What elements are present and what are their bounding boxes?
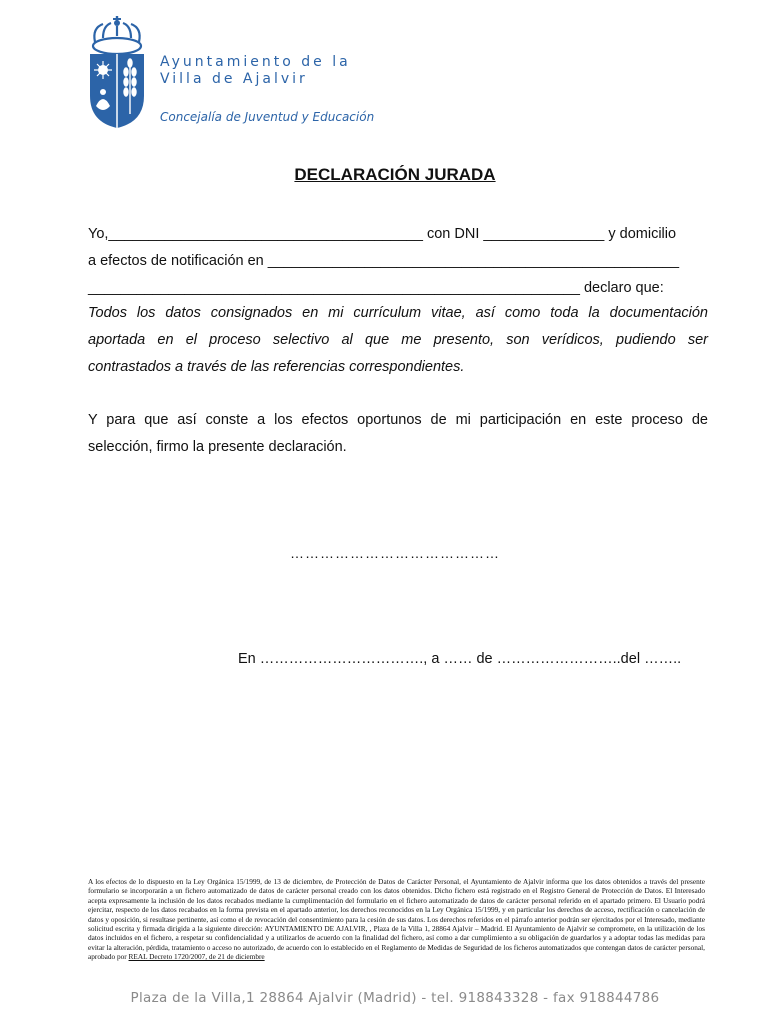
coat-of-arms-icon [86,14,148,132]
declaration-line-1: Todos los datos consignados en mi currículum vitae, así como toda la documentación [88,305,708,321]
closing-line-2: selección, firmo la presente declaración. [88,439,347,455]
department-name: Concejalía de Juventud y Educación [160,110,375,124]
organization-name-line1: Ayuntamiento de la [160,54,351,70]
form-line-declaro: _____________________________________________________________ declaro que: [88,280,664,296]
form-line-address: a efectos de notificación en ___________________________________________________ [88,253,680,269]
declaration-line-2: aportada en el proceso selectivo al que me presento, son verídicos, pudiendo ser [88,332,708,348]
closing-line-1: Y para que así conste a los efectos oportunos de mi participación en este proceso de [88,412,708,428]
declaration-line-3: contrastados a través de las referencias correspondientes. [88,359,465,375]
footer-address: Plaza de la Villa,1 28864 Ajalvir (Madrid) - tel. 918843328 - fax 918844786 [130,990,660,1006]
legal-notice [88,877,705,962]
organization-name [160,54,351,88]
letterhead [86,14,506,132]
legal-notice-text: A los efectos de lo dispuesto en la Ley Orgánica 15/1999, de 13 de diciembre, de Protección de Datos de Carácter Personal, el Ayuntamiento de Ajalvir informa que los datos obtenidos a través del presente formulario se incorporarán a un fichero automatizado de datos de carácter personal creado con los datos obtenidos. Dicho fichero está registrado en el Registro General de Protección de Datos. El Interesado acepta expresamente la inclusión de los datos recabados mediante la cumplimentación del formulario en el fichero automatizado de datos de carácter personal referido en el apartado primero. El Usuario podrá ejercitar, respecto de los datos recabados en la forma prevista en el apartado anterior, los derechos reconocidos en la Ley Orgánica 15/1999, y en particular los derechos de acceso, rectificación o cancelación de datos y oposición, si resultase pertinente, así como el de revocación del consentimiento para la cesión de sus datos. Los derechos referidos en el párrafo anterior podrán ser ejercitados por el Interesado, mediante solicitud escrita y firmada dirigida a la siguiente dirección: AYUNTAMIENTO DE AJALVIR, , Plaza de la Villa 1, 28864 Ajalvir – Madrid. El Ayuntamiento de Ajalvir se compromete, en la utilización de los datos incluidos en el fichero, a respetar su confidencialidad y a utilizarlos de acuerdo con la finalidad del fichero, así como a dar cumplimiento a su obligación de guardarlos y a adoptar todas las medidas para evitar la alteración, pérdida, tratamiento o acceso no autorizado, de acuerdo con lo establecido en el Reglamento de Medidas de Seguridad de los ficheros automatizados que contengan datos de carácter personal, aprobado por [88,877,705,962]
organization-name-line2: Villa de Ajalvir [160,71,308,87]
document-title: DECLARACIÓN JURADA [294,165,496,184]
place-date-line: En ……………………………., a …… de ……………………..del …….. [238,651,682,667]
form-line-name-dni: Yo,_______________________________________ con DNI _______________ y domicilio [88,226,677,242]
signature-line: …………………………………… [290,545,500,561]
legal-reference: REAL Decreto 1720/2007, de 21 de diciembre [128,952,265,962]
